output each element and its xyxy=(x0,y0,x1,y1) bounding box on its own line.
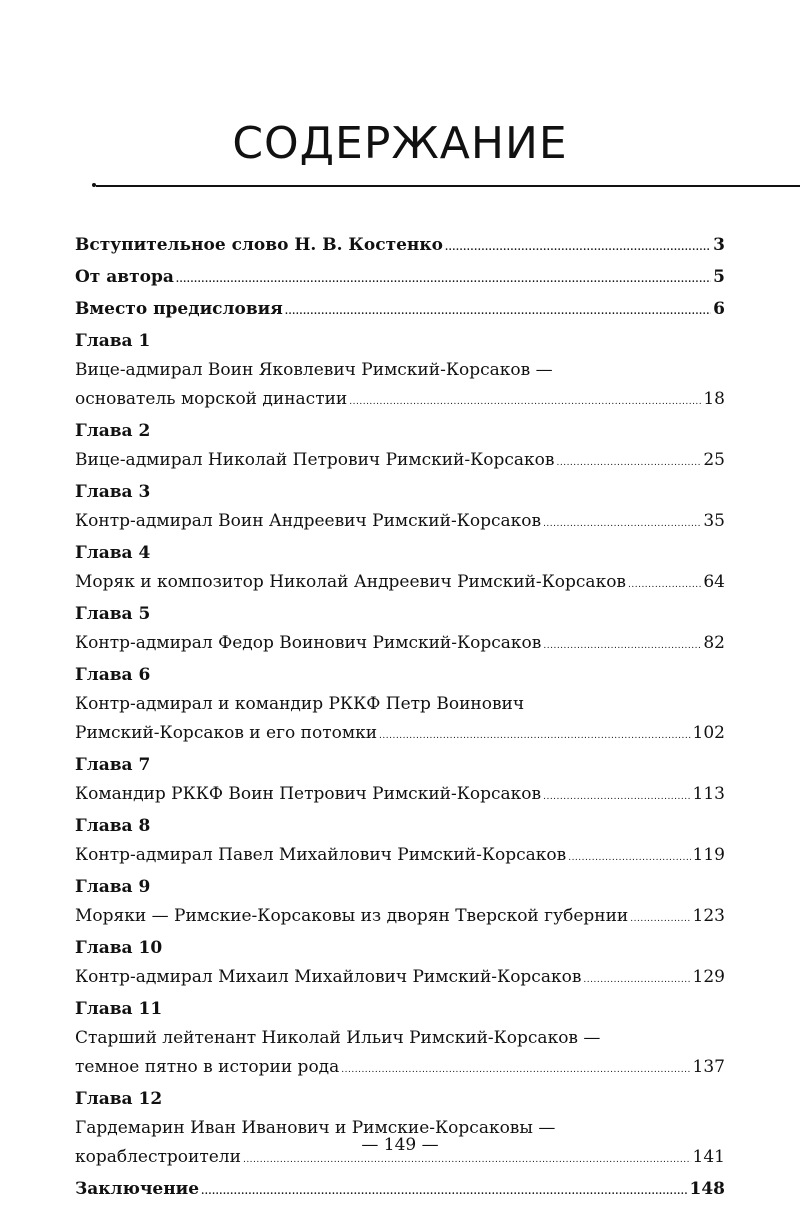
chapter-heading xyxy=(75,751,725,780)
toc-page-number: 137 xyxy=(692,1057,725,1077)
chapter-heading-text: Глава 7 xyxy=(75,755,151,775)
chapter-heading xyxy=(75,327,725,356)
toc-entry-title: Вступительное слово Н. В. Костенко xyxy=(75,235,443,255)
chapter-heading-text: Глава 1 xyxy=(75,331,151,351)
dot-leader xyxy=(543,783,690,812)
toc-entry xyxy=(75,1053,725,1082)
dot-leader xyxy=(341,1056,690,1085)
chapter-heading xyxy=(75,478,725,507)
chapter-heading-text: Глава 6 xyxy=(75,665,151,685)
chapter-heading-text: Глава 10 xyxy=(75,938,163,958)
toc-entry-title: Контр-адмирал Воин Андреевич Римский-Корсаков xyxy=(75,511,542,531)
toc-page-number: 5 xyxy=(713,267,725,287)
toc-entry xyxy=(75,295,725,324)
dot-leader xyxy=(176,266,711,295)
dot-leader xyxy=(628,571,701,600)
dot-leader xyxy=(568,844,690,873)
toc-entry xyxy=(75,629,725,658)
toc-entry xyxy=(75,568,725,597)
toc-entry-title: основатель морской династии xyxy=(75,389,348,409)
chapter-heading-text: Глава 9 xyxy=(75,877,151,897)
toc-page-number: 123 xyxy=(692,906,725,926)
toc-page-number: 141 xyxy=(692,1147,725,1167)
chapter-heading xyxy=(75,812,725,841)
dot-leader xyxy=(630,905,690,934)
toc-entry-title: Вместо предисловия xyxy=(75,299,283,319)
chapter-heading xyxy=(75,600,725,629)
toc-entry xyxy=(75,963,725,992)
page-title: СОДЕРЖАНИЕ xyxy=(232,118,568,169)
chapter-heading xyxy=(75,1085,725,1114)
dot-leader xyxy=(543,510,701,539)
toc-page-number: 119 xyxy=(692,845,725,865)
toc-page-number: 3 xyxy=(713,235,725,255)
toc-entry-title: Контр-адмирал Михаил Михайлович Римский-Корсаков xyxy=(75,967,582,987)
chapter-heading-text: Глава 3 xyxy=(75,482,151,502)
toc-entry-title: Контр-адмирал Федор Воинович Римский-Корсаков xyxy=(75,633,542,653)
toc-entry-line xyxy=(75,690,725,719)
dot-leader xyxy=(583,966,690,995)
page-number: — 149 — xyxy=(361,1135,439,1155)
toc-page-number: 102 xyxy=(692,723,725,743)
toc-entry-title: темное пятно в истории рода xyxy=(75,1057,340,1077)
toc-entry xyxy=(75,841,725,870)
table-of-contents xyxy=(75,231,725,1204)
toc-entry-line xyxy=(75,1024,725,1053)
toc-entry xyxy=(75,263,725,292)
toc-entry-text: Гардемарин Иван Иванович и Римские-Корсаковы — xyxy=(75,1118,556,1138)
chapter-heading xyxy=(75,995,725,1024)
toc-entry-text: Контр-адмирал и командир РККФ Петр Воинович xyxy=(75,694,525,714)
toc-entry xyxy=(75,446,725,475)
chapter-heading xyxy=(75,873,725,902)
dot-leader xyxy=(445,234,711,263)
dot-leader xyxy=(285,298,711,327)
toc-entry xyxy=(75,507,725,536)
dot-leader xyxy=(201,1178,687,1207)
toc-entry xyxy=(75,902,725,931)
toc-entry-title: Командир РККФ Воин Петрович Римский-Корсаков xyxy=(75,784,542,804)
chapter-heading xyxy=(75,661,725,690)
toc-entry xyxy=(75,780,725,809)
chapter-heading-text: Глава 4 xyxy=(75,543,151,563)
toc-page-number: 113 xyxy=(692,784,725,804)
toc-page-number: 18 xyxy=(703,389,725,409)
toc-entry-title: Римский-Корсаков и его потомки xyxy=(75,723,378,743)
toc-page-number: 35 xyxy=(703,511,725,531)
toc-entry xyxy=(75,719,725,748)
chapter-heading-text: Глава 12 xyxy=(75,1089,163,1109)
toc-page-number: 64 xyxy=(703,572,725,592)
toc-page-number: 6 xyxy=(713,299,725,319)
dot-leader xyxy=(556,449,701,478)
dot-leader xyxy=(543,632,701,661)
toc-entry xyxy=(75,385,725,414)
chapter-heading xyxy=(75,934,725,963)
toc-entry xyxy=(75,231,725,260)
toc-page-number: 129 xyxy=(692,967,725,987)
toc-entry-title: кораблестроители xyxy=(75,1147,241,1167)
dot-leader xyxy=(349,388,701,417)
toc-entry-title: Контр-адмирал Павел Михайлович Римский-Корсаков xyxy=(75,845,567,865)
toc-entry-line xyxy=(75,356,725,385)
chapter-heading-text: Глава 2 xyxy=(75,421,151,441)
toc-entry-text: Старший лейтенант Николай Ильич Римский-Корсаков — xyxy=(75,1028,601,1048)
dot-leader xyxy=(379,722,691,751)
toc-entry-title: От автора xyxy=(75,267,174,287)
toc-entry-title: Моряки — Римские-Корсаковы из дворян Тверской губернии xyxy=(75,906,629,926)
toc-entry-title: Заключение xyxy=(75,1179,200,1199)
toc-entry-text: Вице-адмирал Воин Яковлевич Римский-Корсаков — xyxy=(75,360,553,380)
chapter-heading-text: Глава 11 xyxy=(75,999,163,1019)
toc-page-number: 148 xyxy=(689,1179,725,1199)
chapter-heading-text: Глава 5 xyxy=(75,604,151,624)
toc-page-number: 25 xyxy=(703,450,725,470)
toc-entry-title: Вице-адмирал Николай Петрович Римский-Корсаков xyxy=(75,450,555,470)
toc-entry-title: Моряк и композитор Николай Андреевич Римский-Корсаков xyxy=(75,572,626,592)
chapter-heading xyxy=(75,539,725,568)
chapter-heading xyxy=(75,417,725,446)
chapter-heading-text: Глава 8 xyxy=(75,816,151,836)
toc-page-number: 82 xyxy=(703,633,725,653)
title-rule xyxy=(96,185,800,187)
